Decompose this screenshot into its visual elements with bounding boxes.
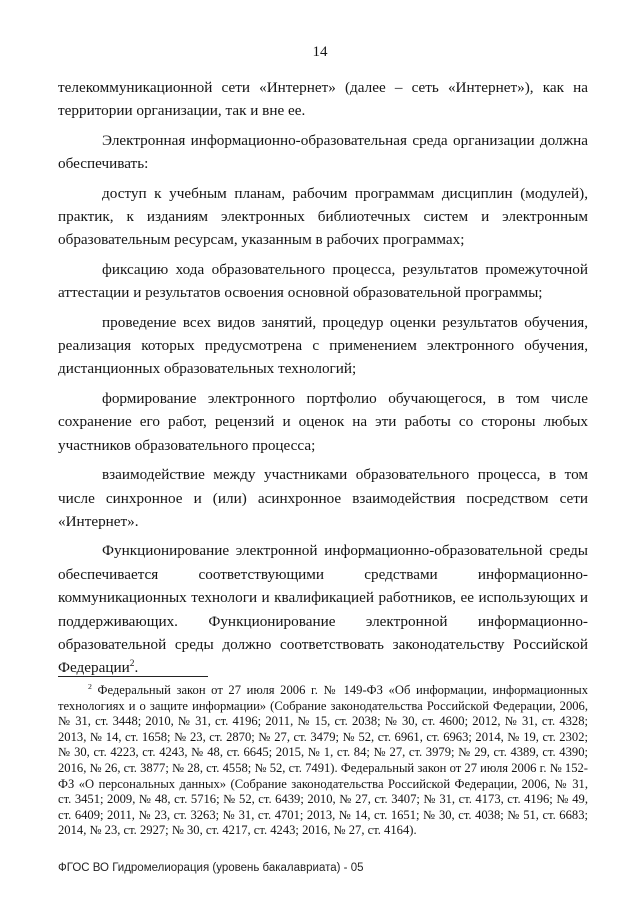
paragraph-with-footnote — [58, 539, 588, 679]
list-item: проведение всех видов занятий, процедур оценки результатов обучения, реализация которых предусмотрена с применением электронного обучения, дистанционных образовательных технологий; — [58, 313, 588, 378]
footnote-separator — [58, 676, 208, 677]
document-body — [58, 76, 588, 686]
list-item: фиксацию хода образовательного процесса, результатов промежуточной аттестации и результатов освоения основной образовательной программы; — [58, 260, 588, 302]
page-number: 14 — [312, 44, 328, 60]
footnote-reference: 2 — [129, 659, 135, 670]
paragraph-text: Функционирование электронной информационно-образовательной среды обеспечивается соответствующими средствами информационно-коммуникационных технологи и квалификацией работников, ее использующих и поддерживающих. Функционирование электронной информационно-образовательной среды должно соответствовать законодательству Российской Федерации — [58, 542, 588, 677]
list-item: доступ к учебным планам, рабочим программам дисциплин (модулей), практик, к изданиям электронных библиотечных систем и электронным образовательным ресурсам, указанным в рабочих программах; — [58, 184, 588, 249]
paragraph: телекоммуникационной сети «Интернет» (далее – сеть «Интернет»), как на территории организации, так и вне ее. — [58, 79, 588, 120]
paragraph: Электронная информационно-образовательная среда организации должна обеспечивать: — [58, 131, 588, 173]
footnote-text: Федеральный закон от 27 июля 2006 г. № 149-ФЗ «Об информации, информационных технологиях и о защите информации» (Собрание законодательства Российской Федерации, 2006, № 31, ст. 3448; 2010, № 31, ст. 4196; 2011, № 15, ст. 2038; № 30, ст. 4600; 2012, № 31, ст. 4328; 2013, № 14, ст. 1658; № 23, ст. 2870; № 27, ст. 3479; № 52, ст. 6961, ст. 6963; 2014, № 19, ст. 2302; № 30, ст. 4223, ст. 4243, № 48, ст. 6645; 2015, № 1, ст. 84; № 27, ст. 3979; № 29, ст. 4389, ст. 4390; 2016, № 26, ст. 3877; № 28, ст. 4558; № 52, ст. 7491). Федеральный закон от 27 июля 2006 г. № 152-ФЗ «О персональных данных» (Собрание законодательства Российской Федерации, 2006, № 31, ст. 3451; 2009, № 48, ст. 5716; № 52, ст. 6439; 2010, № 27, ст. 3407; № 31, ст. 4173, ст. 4196; № 49, ст. 6409; 2011, № 23, ст. 3263; № 31, ст. 4701; 2013, № 14, ст. 1651; № 30, ст. 4038; № 51, ст. 6683; 2014, № 23, ст. 2927; № 30, ст. 4217, ст. 4243; 2016, № 27, ст. 4164). — [58, 683, 588, 838]
list-item: взаимодействие между участниками образовательного процесса, в том числе синхронное и (или) асинхронное взаимодействия посредством сети «Интернет». — [58, 466, 588, 530]
period: . — [134, 659, 139, 677]
footnote-marker: 2 — [88, 681, 92, 691]
document-footer: ФГОС ВО Гидромелиорация (уровень бакалавриата) - 05 — [58, 862, 364, 874]
footnote — [58, 683, 588, 839]
list-item: формирование электронного портфолио обучающегося, в том числе сохранение его работ, рецензий и оценок на эти работы со стороны любых участников образовательного процесса; — [58, 389, 588, 454]
